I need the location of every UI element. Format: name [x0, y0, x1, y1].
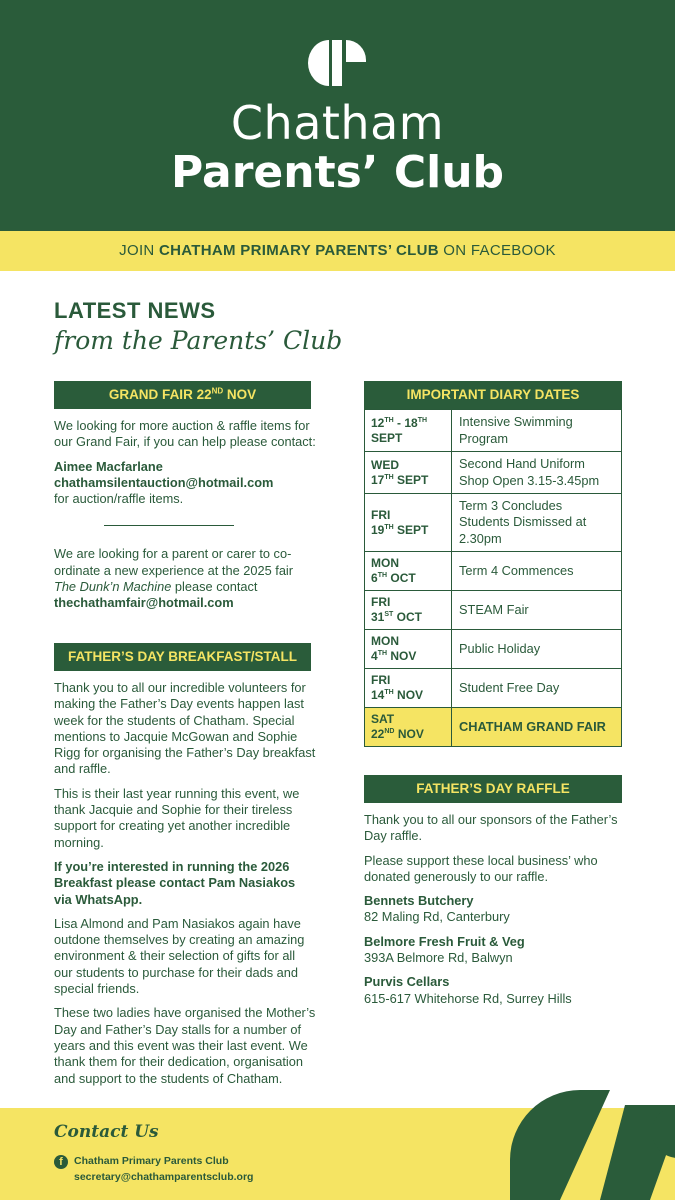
diary-date: WED 17TH SEPT	[365, 452, 452, 494]
secretary-email-link[interactable]: secretary@chathamparentsclub.org	[74, 1171, 254, 1183]
diary-date: MON 6TH OCT	[365, 552, 452, 591]
header-banner	[0, 0, 675, 231]
diary-row	[365, 591, 622, 630]
news-script-subheading: from the Parents’ Club	[54, 326, 343, 355]
contact-note: for auction/raffle items.	[54, 491, 184, 507]
diary-row	[365, 494, 622, 552]
diary-date: MON 4TH NOV	[365, 630, 452, 669]
fathers-day-raffle-heading: FATHER’S DAY RAFFLE	[364, 775, 622, 803]
diary-date: FRI 19TH SEPT	[365, 494, 452, 552]
diary-date: FRI 14TH NOV	[365, 669, 452, 708]
facebook-link[interactable]: Chatham Primary Parents Club	[74, 1155, 229, 1167]
fathers-day-p2: This is their last year running this event, we thank Jacquie and Sophie for their tireless support for creating yet another incredible morning.	[54, 785, 300, 850]
fair-email[interactable]: thechathamfair@hotmail.com	[54, 595, 234, 611]
sponsor-address: 615-617 Whitehorse Rd, Surrey Hills	[364, 990, 572, 1006]
diary-event: STEAM Fair	[452, 591, 622, 630]
diary-row	[365, 552, 622, 591]
sponsor-address: 393A Belmore Rd, Balwyn	[364, 950, 513, 966]
contact-us-heading: Contact Us	[54, 1122, 159, 1142]
parent-request-after: please contact	[171, 579, 258, 595]
raffle-p2: Please support these local business’ who donated generously to our raffle.	[364, 852, 598, 884]
divider	[104, 525, 234, 526]
sponsor-name: Purvis Cellars	[364, 974, 450, 990]
grand-fair-intro: We looking for more auction & raffle items for our Grand Fair, if you can help please contact:	[54, 418, 316, 450]
parent-request-text: We are looking for a parent or carer to co-ordinate a new experience at the 2025 fair	[54, 546, 294, 578]
diary-date: FRI 31ST OCT	[365, 591, 452, 630]
fathers-day-p3: If you’re interested in running the 2026 Breakfast please contact Pam Nasiakos via WhatsApp.	[54, 858, 296, 907]
diary-event: Intensive Swimming Program	[452, 410, 622, 452]
diary-event: Term 4 Commences	[452, 552, 622, 591]
grand-fair-heading-prefix: GRAND FAIR 22	[108, 387, 212, 402]
fathers-day-p5: These two ladies have organised the Mother’s Day and Father’s Day stalls for a number of years and this event was their last event. We thank them for their dedication, organisation and support to the students of Chatham.	[54, 1005, 316, 1086]
banner-suffix: ON FACEBOOK	[438, 242, 556, 259]
fathers-day-breakfast-heading: FATHER’S DAY BREAKFAST/STALL	[54, 643, 311, 671]
diary-row	[365, 669, 622, 708]
contact-name: Aimee Macfarlane	[54, 458, 163, 474]
contact-email[interactable]: chathamsilentauction@hotmail.com	[54, 474, 274, 490]
grand-fair-body	[54, 418, 316, 612]
sponsor-address: 82 Maling Rd, Canterbury	[364, 909, 510, 925]
latest-news-heading: LATEST NEWS	[54, 298, 216, 323]
diary-row-highlight	[365, 708, 622, 747]
fathers-day-body	[54, 680, 316, 1095]
grand-fair-heading-suffix: NOV	[223, 387, 257, 402]
sponsor-name: Bennets Butchery	[364, 893, 474, 909]
diary-row	[365, 410, 622, 452]
parent-request	[54, 546, 316, 595]
diary-dates-table	[364, 409, 622, 747]
raffle-body	[364, 812, 626, 1015]
sponsor-name: Belmore Fresh Fruit & Veg	[364, 933, 525, 949]
raffle-p1: Thank you to all our sponsors of the Father’s Day raffle.	[364, 812, 618, 844]
grand-fair-heading-sup: ND	[211, 386, 224, 396]
diary-event: Term 3 Concludes Students Dismissed at 2.30pm	[452, 494, 622, 552]
club-title-line1: Chatham	[230, 96, 445, 150]
fathers-day-p1: Thank you to all our incredible volunteers for making the Father’s Day events happen last week for the students of Chatham. Special mentions to Jacquie McGowan and Sophie Rigg for organising the Father’s Day breakfast and raffle.	[54, 680, 316, 777]
banner-emphasis: CHATHAM PRIMARY PARENTS’ CLUB	[159, 242, 439, 259]
club-title-line2: Parents’ Club	[170, 147, 505, 198]
diary-row	[365, 630, 622, 669]
diary-dates-heading: IMPORTANT DIARY DATES	[364, 381, 622, 409]
decorative-logo-shapes-icon	[500, 1080, 675, 1200]
fathers-day-p4: Lisa Almond and Pam Nasiakos again have outdone themselves by creating an amazing environment & their selection of gifts for all our students to purchase for their dads and special friends.	[54, 915, 305, 997]
diary-event: Student Free Day	[452, 669, 622, 708]
diary-date: 12TH - 18TH SEPT	[365, 410, 452, 452]
facebook-join-banner[interactable]	[0, 231, 675, 271]
diary-date: SAT 22ND NOV	[365, 708, 452, 747]
diary-event: Second Hand Uniform Shop Open 3.15-3.45pm	[452, 452, 622, 494]
dunk-machine-text: The Dunk’n Machine	[54, 579, 172, 595]
diary-event: Public Holiday	[452, 630, 622, 669]
diary-event: CHATHAM GRAND FAIR	[452, 708, 622, 747]
grand-fair-heading	[54, 381, 311, 409]
diary-row	[365, 452, 622, 494]
facebook-icon: f	[54, 1155, 68, 1169]
cp-logo-icon	[308, 40, 376, 86]
banner-prefix: JOIN	[119, 242, 160, 259]
